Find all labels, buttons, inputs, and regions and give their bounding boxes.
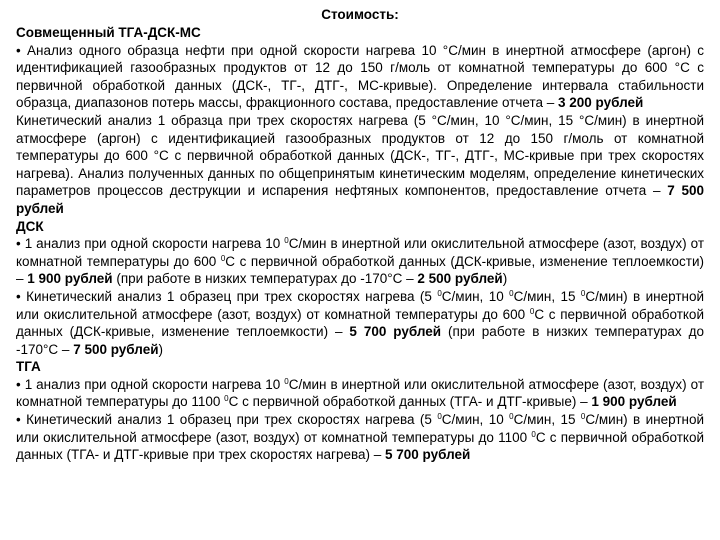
degree-mark: 0 <box>224 394 229 404</box>
section-heading-dsc: ДСК <box>16 218 44 234</box>
degree-mark: 0 <box>509 412 514 422</box>
price: 7 500 рублей <box>16 183 704 216</box>
price: 5 700 рублей <box>349 324 442 340</box>
degree-mark: 0 <box>437 412 442 422</box>
price: 1 900 рублей <box>591 394 677 410</box>
degree-mark: 0 <box>580 288 586 298</box>
section-heading-tga-dsc-ms: Совмещенный ТГА-ДСК-МС <box>16 25 201 40</box>
price: 7 500 рублей <box>73 341 159 357</box>
degree-mark: 0 <box>284 236 289 246</box>
degree-mark: 0 <box>284 376 289 386</box>
price: 5 700 рублей <box>385 447 471 463</box>
tga-item-1: • 1 анализ при одной скорости нагрева 10 $^0$С/мин в инертной или окислительной атмосфере (азот, воздух) от комнатной температуры до 1100 $^0$С с первичной обработкой данных (ТГА- и ДТГ-кривые) – 1 900 рублей <box>16 376 705 410</box>
dsc-item-2: • Кинетический анализ 1 образец при трех скоростях нагрева (5 $^0$С/мин, 10 $^0$С/мин, 15 $^0$С/мин) в инертной или окислительной атмосфере (азот, воздух) от комнатной температуры до 600 $^0$С с первичной обработкой данных (ДСК-кривые, изменение теплоемкости) – 5 700 рублей (при работе в низких температурах до -170°С – 7 500 рублей) <box>16 288 705 357</box>
degree-mark: 0 <box>531 429 536 439</box>
dsc-item-1: • 1 анализ при одной скорости нагрева 10 $^0$С/мин в инертной или окислительной атмосфере (азот, воздух) от комнатной температуры до 600 $^0$С с первичной обработкой данных (ДСК-кривые, изменение теплоемкости) – 1 900 рублей (при работе в низких температурах до -170°С – 2 500 рублей) <box>16 236 705 287</box>
tga-dsc-ms-item-1: • Анализ одного образца нефти при одной скорости нагрева 10 °С/мин в инертной атмосфере (аргон) с идентификацией газообразных продуктов от 12 до 150 г/моль от комнатной температуры до 600 °С с первичной обработкой данных (ДСК-, ТГ-, ДТГ-, МС-кривые). Определение интервала стабильности образца, диапазонов потерь массы, фракционного состава, предоставление отчета – 3 200 рублей <box>16 42 704 111</box>
tga-dsc-ms-item-2: Кинетический анализ 1 образца при трех скоростях нагрева (5 °С/мин, 10 °С/мин, 15 °С/мин) в инертной атмосфере (аргон) с идентификацией газообразных продуктов от 12 до 150 г/моль от комнатной температуры до 600 °С с первичной обработкой данных (ДСК-, ТГ-, ДТГ-, МС-кривые при трех скоростях нагрева). Анализ полученных данных по общепринятым кинетическим моделям, определение кинетических параметров процессов деструкции и испарения нефтяных компонентов, предоставление отчета – 7 500 рублей <box>16 112 704 216</box>
price: 2 500 рублей <box>417 271 503 287</box>
section-heading-tga: ТГА <box>16 359 41 375</box>
tga-item-2: • Кинетический анализ 1 образец при трех скоростях нагрева (5 $^0$С/мин, 10 $^0$С/мин, 15 $^0$С/мин) в инертной или окислительной атмосфере (азот, воздух) от комнатной температуры до 1100 $^0$С с первичной обработкой данных (ТГА- и ДТГ-кривые при трех скоростях нагрева) – 5 700 рублей <box>16 412 705 463</box>
page-title: Стоимость: <box>321 7 399 22</box>
degree-mark: 0 <box>220 253 226 263</box>
degree-mark: 0 <box>580 412 586 422</box>
degree-mark: 0 <box>509 288 514 298</box>
degree-mark: 0 <box>437 288 442 298</box>
price: 3 200 рублей <box>558 95 644 111</box>
price: 1 900 рублей <box>27 271 113 287</box>
degree-mark: 0 <box>529 306 535 316</box>
